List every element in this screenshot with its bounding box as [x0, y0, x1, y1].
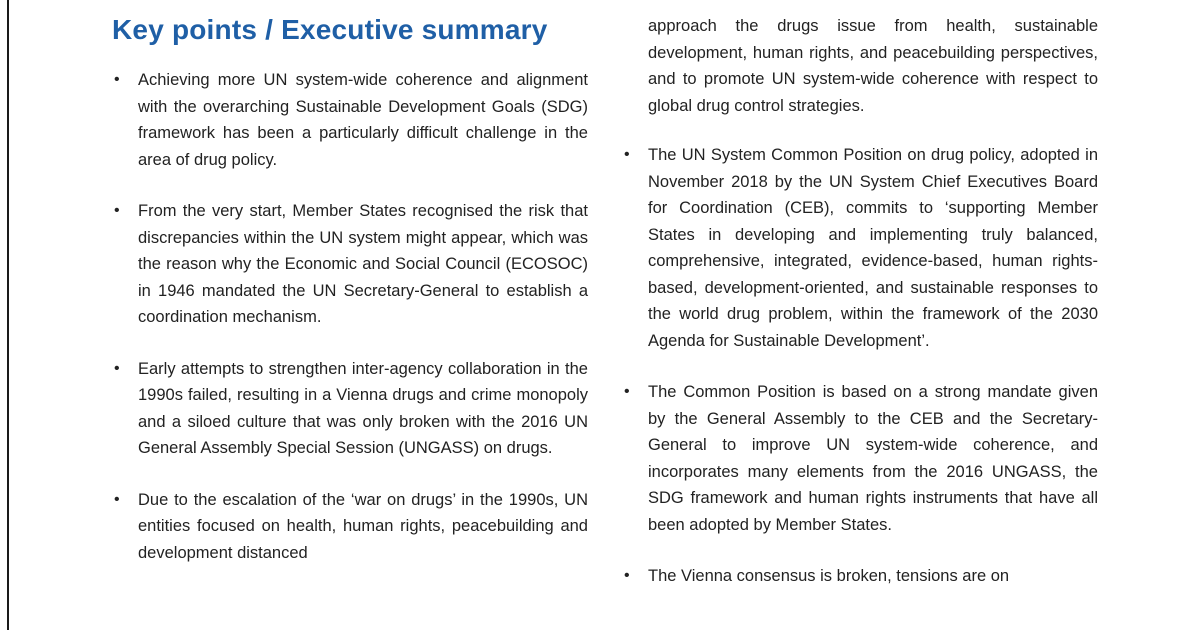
right-bullet-list [622, 142, 1098, 615]
bullet-item: • Due to the escalation of the ‘war on drugs’ in the 1990s, UN entities focused on health, human rights, peacebuilding and development distanced [112, 487, 588, 567]
bullet-item: • The UN System Common Position on drug policy, adopted in November 2018 by the UN System Chief Executives Board for Coordination (CEB), commits to ‘supporting Member States in developing and implementing truly balanced, comprehensive, integrated, evidence-based, human rights-based, development-oriented, and sustainable responses to the world drug problem, within the framework of the 2030 Agenda for Sustainable Development’. [622, 142, 1098, 354]
bullet-item: • The Common Position is based on a strong mandate given by the General Assembly to the CEB and the Secretary-General to improve UN system-wide coherence, and incorporates many elements from the 2016 UNGASS, the SDG framework and human rights instruments that have all been adopted by Member States. [622, 379, 1098, 538]
continued-paragraph: approach the drugs issue from health, sustainable development, human rights, and peacebuilding perspectives, and to promote UN system-wide coherence with respect to global drug control strategies. [648, 17, 1098, 115]
page-left-border [7, 0, 9, 630]
left-bullet-list [112, 67, 588, 591]
bullet-item: • From the very start, Member States recognised the risk that discrepancies within the UN system might appear, which was the reason why the Economic and Social Council (ECOSOC) in 1946 mandated the UN Secretary-General to establish a coordination mechanism. [112, 198, 588, 331]
bullet-item: • Achieving more UN system-wide coherence and alignment with the overarching Sustainable Development Goals (SDG) framework has been a particularly difficult challenge in the area of drug policy. [112, 67, 588, 173]
bullet-item: • The Vienna consensus is broken, tensions are on [622, 563, 1098, 590]
section-heading: Key points / Executive summary [112, 14, 548, 45]
bullet-item: • Early attempts to strengthen inter-agency collaboration in the 1990s failed, resulting in a Vienna drugs and crime monopoly and a siloed culture that was only broken with the 2016 UN General Assembly Special Session (UNGASS) on drugs. [112, 356, 588, 462]
